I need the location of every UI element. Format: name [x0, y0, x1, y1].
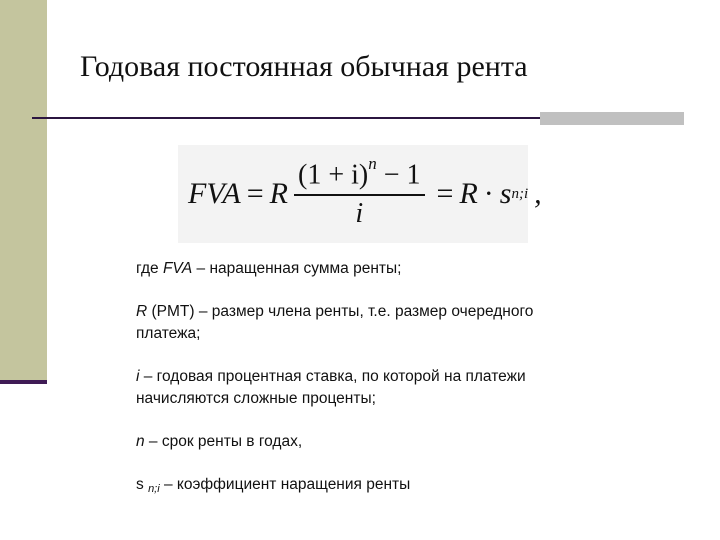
formula-numerator	[294, 154, 425, 193]
definition-symbol: FVA	[162, 260, 193, 277]
formula-r-1: R	[269, 177, 288, 210]
definition-subscript: n;i	[148, 483, 160, 495]
definition-extra: (PMT)	[147, 303, 195, 320]
definition-text: – размер члена ренты, т.е. размер очередного платежа;	[136, 303, 534, 342]
definition-prefix: где	[136, 260, 163, 277]
definition-s	[136, 474, 536, 497]
definition-symbol: R	[136, 303, 148, 320]
formula-equals-2: =	[436, 177, 454, 210]
formula-image	[178, 145, 542, 243]
left-decor-band-edge	[0, 380, 47, 384]
annuity-formula	[188, 145, 542, 243]
formula-lhs: FVA	[188, 177, 241, 210]
formula-s-subscript: n;i	[511, 185, 529, 202]
definition-fva	[136, 258, 536, 280]
slide-title: Годовая постоянная обычная рента	[80, 50, 528, 83]
formula-denominator: i	[355, 197, 364, 229]
definition-symbol: n	[136, 433, 145, 450]
definitions-list	[136, 258, 536, 518]
formula-s: s	[499, 177, 512, 210]
definition-text: – коэффициент наращения ренты	[159, 476, 411, 493]
definition-n	[136, 431, 536, 453]
definition-text: – годовая процентная ставка, по которой на платежи начисляются сложные проценты;	[136, 368, 526, 407]
formula-equals-1: =	[246, 177, 264, 210]
formula-r-2: R	[459, 177, 478, 210]
definition-symbol: i	[136, 368, 140, 385]
title-divider-accent	[540, 112, 684, 125]
definition-i	[136, 366, 536, 410]
formula-fraction	[294, 154, 425, 229]
numerator-tail: − 1	[376, 159, 421, 191]
left-decor-band	[0, 0, 47, 382]
title-divider	[32, 117, 540, 119]
definition-text: – наращенная сумма ренты;	[192, 260, 402, 277]
numerator-base: (1 + i)	[298, 159, 369, 191]
definition-symbol: s	[136, 476, 144, 493]
numerator-exponent: n	[368, 154, 377, 174]
definition-r	[136, 301, 536, 345]
formula-dot: ·	[483, 177, 494, 210]
definition-text: – срок ренты в годах,	[144, 433, 303, 450]
formula-comma: ,	[534, 177, 542, 210]
